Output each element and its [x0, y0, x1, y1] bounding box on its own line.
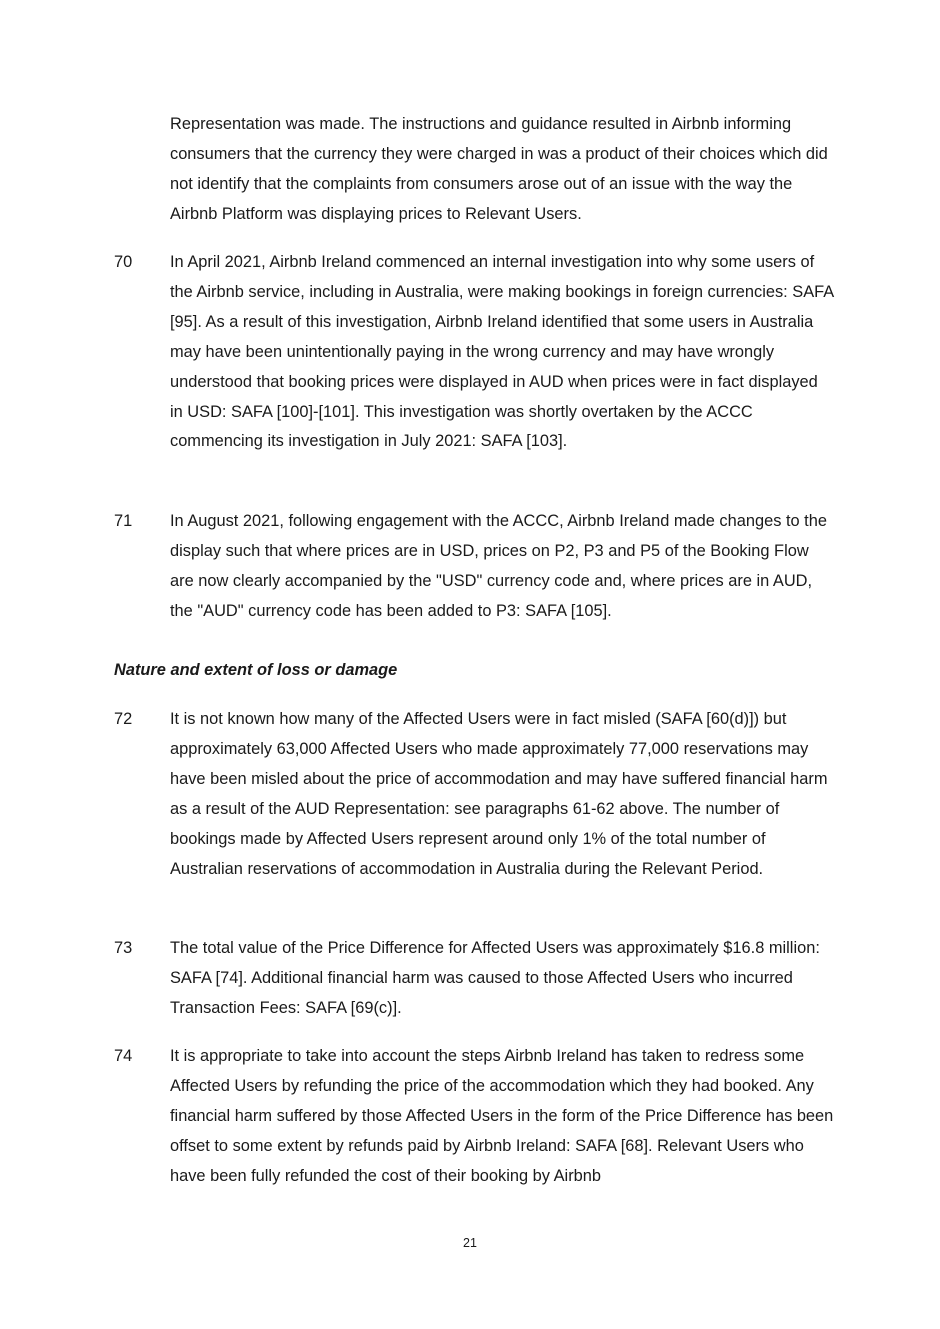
- paragraph-74-text: It is appropriate to take into account the steps Airbnb Ireland has taken to redress some Affected Users by refunding the price of the accommodation which they had booked. Any financial harm suffered by those Affected Users in the form of the Price Difference has been offset to some extent by refunds paid by Airbnb Ireland: SAFA [68]. Relevant Users who have been fully refunded the cost of their booking by Airbnb: [170, 1047, 834, 1185]
- page-number: 21: [463, 1236, 477, 1250]
- paragraph-continuation-text: Representation was made. The instructions and guidance resulted in Airbnb informing consumers that the currency they were charged in was a product of their choices which did not identify that the complaints from consumers arose out of an issue with the way the Airbnb Platform was displaying prices to Relevant Users.: [170, 115, 828, 223]
- paragraph-number-74: 74: [114, 1047, 133, 1065]
- paragraph-number-70: 70: [114, 253, 133, 271]
- paragraph-70-text: In April 2021, Airbnb Ireland commenced an internal investigation into why some users of the Airbnb service, including in Australia, were making bookings in foreign currencies: SAFA [95]. As a result of this investigation, Airbnb Ireland identified that some users in Australia may have been unintentionally paying in the wrong currency and may have wrongly understood that booking prices were displayed in AUD when prices were in fact displayed in USD: SAFA [100]-[101]. This investigation was shortly overtaken by the ACCC commencing its investigation in July 2021: SAFA [103].: [170, 253, 834, 451]
- paragraph-72-text: It is not known how many of the Affected Users were in fact misled (SAFA [60(d)]) but approximately 63,000 Affected Users who made approximately 77,000 reservations may have been misled about the price of accommodation and may have suffered financial harm as a result of the AUD Representation: see paragraphs 61-62 above. The number of bookings made by Affected Users represent around only 1% of the total number of Australian reservations of accommodation in Australia during the Relevant Period.: [170, 710, 828, 878]
- paragraph-71-text: In August 2021, following engagement with the ACCC, Airbnb Ireland made changes to the display such that where prices are in USD, prices on P2, P3 and P5 of the Booking Flow are now clearly accompanied by the "USD" currency code and, where prices are in AUD, the "AUD" currency code has been added to P3: SAFA [105].: [170, 512, 827, 620]
- paragraph-number-72: 72: [114, 710, 133, 728]
- paragraph-73-text: The total value of the Price Difference for Affected Users was approximately $16.8 million: SAFA [74]. Additional financial harm was caused to those Affected Users who incurred Transaction Fees: SAFA [69(c)].: [170, 939, 820, 1017]
- section-heading: Nature and extent of loss or damage: [114, 661, 398, 679]
- paragraph-number-71: 71: [114, 512, 133, 530]
- paragraph-number-73: 73: [114, 939, 133, 957]
